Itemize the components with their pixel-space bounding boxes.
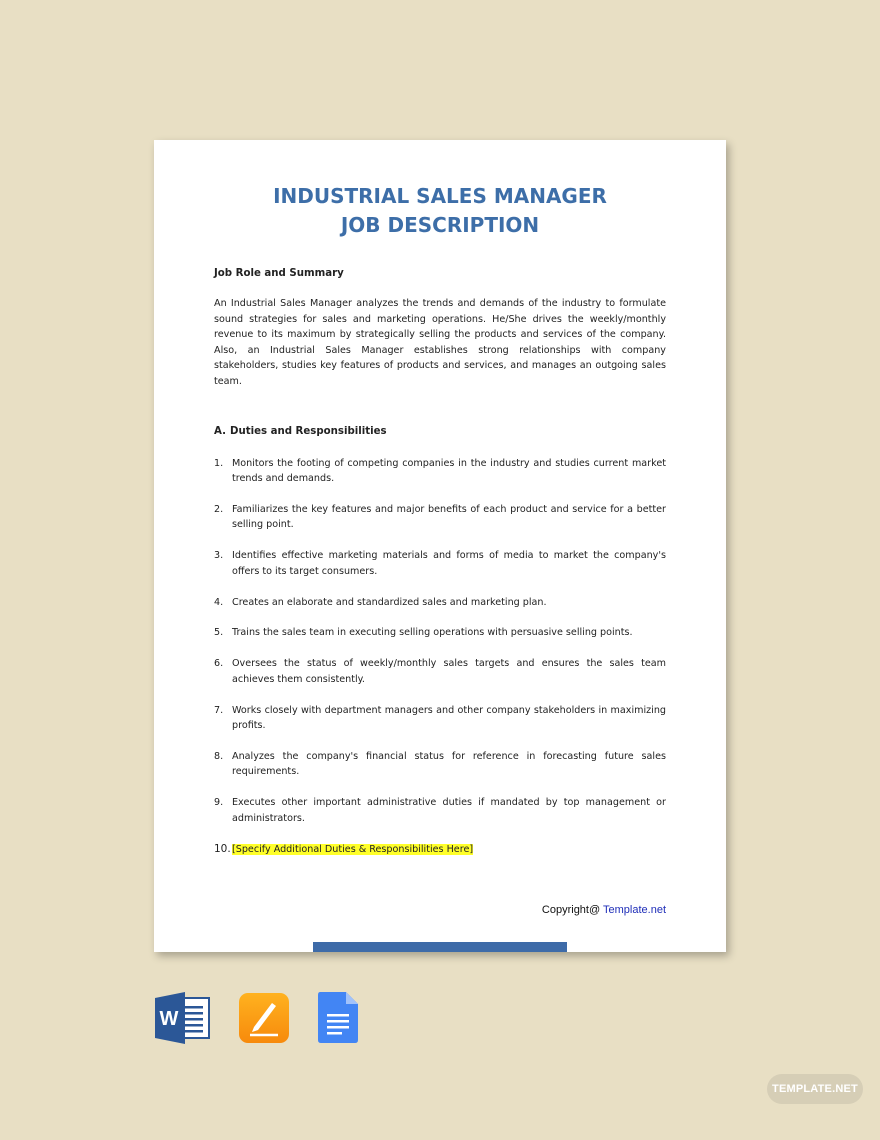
duties-heading [214,426,666,437]
copyright-label: Copyright@ [541,904,601,916]
duty-number: 10. [214,842,231,855]
duty-item [214,456,666,487]
title-line-2: JOB DESCRIPTION [340,213,540,237]
footer-bar [313,942,567,952]
duty-item [214,595,666,610]
duty-text: Executes other important administrative duties if mandated by top management or administrators. [232,797,666,824]
duties-letter: A. [214,425,226,437]
copyright-notice [542,904,666,916]
duty-number: 7. [214,704,224,716]
duty-text: Identifies effective marketing materials and forms of media to market the company's offers to its target consumers. [232,550,666,577]
pages-icon[interactable] [238,992,290,1044]
duty-item [214,548,666,579]
document-title [154,182,726,240]
duty-text: Trains the sales team in executing selling operations with persuasive selling points. [232,627,633,639]
duty-number: 2. [214,503,224,515]
duty-number: 9. [214,797,224,809]
duty-text: Creates an elaborate and standardized sales and marketing plan. [232,596,547,608]
duty-number: 8. [214,750,224,762]
duty-item [214,842,666,857]
document-page [154,140,726,952]
copyright-link[interactable]: Template.net [603,904,666,916]
duties-heading-text: Duties and Responsibilities [230,425,387,437]
summary-heading: Job Role and Summary [214,268,344,279]
duty-number: 6. [214,658,224,670]
duty-text: Oversees the status of weekly/monthly sales targets and ensures the sales team achieves them consistently. [232,658,666,685]
document-content [214,268,666,872]
duty-text: Analyzes the company's financial status for reference in forecasting future sales requirements. [232,750,666,778]
summary-paragraph: An Industrial Sales Manager analyzes the trends and demands of the industry to formulate sound strategies for sales and marketing operations. He/She drives the weekly/monthly revenue to its maximum by strategically selling the products and services of the company. Also, an Industrial Sales Manager establishes strong relationships with company stakeholders, studies key features of products and services, and manages an outgoing sales team. [214,298,666,387]
duties-list [214,456,666,857]
google-docs-icon[interactable] [317,992,359,1044]
template-net-badge[interactable]: TEMPLATE.NET [767,1074,863,1104]
duty-number: 5. [214,627,224,639]
duty-number: 3. [214,550,224,562]
duty-number: 4. [214,596,224,608]
placeholder-highlight[interactable]: [Specify Additional Duties & Responsibilities Here] [232,843,474,855]
word-icon[interactable] [155,992,211,1044]
duty-item [214,749,666,780]
duty-item [214,625,666,640]
duty-text: Familiarizes the key features and major benefits of each product and service for a better selling point. [232,503,666,531]
word-letter: W [159,1008,179,1030]
duty-text: Works closely with department managers and other company stakeholders in maximizing profits. [232,704,666,732]
title-line-1: INDUSTRIAL SALES MANAGER [273,184,607,208]
duty-text: Monitors the footing of competing companies in the industry and studies current market trends and demands. [232,457,666,484]
duty-item [214,502,666,533]
duty-item [214,656,666,687]
duty-item [214,703,666,734]
duty-item [214,795,666,826]
duty-number: 1. [214,457,224,469]
